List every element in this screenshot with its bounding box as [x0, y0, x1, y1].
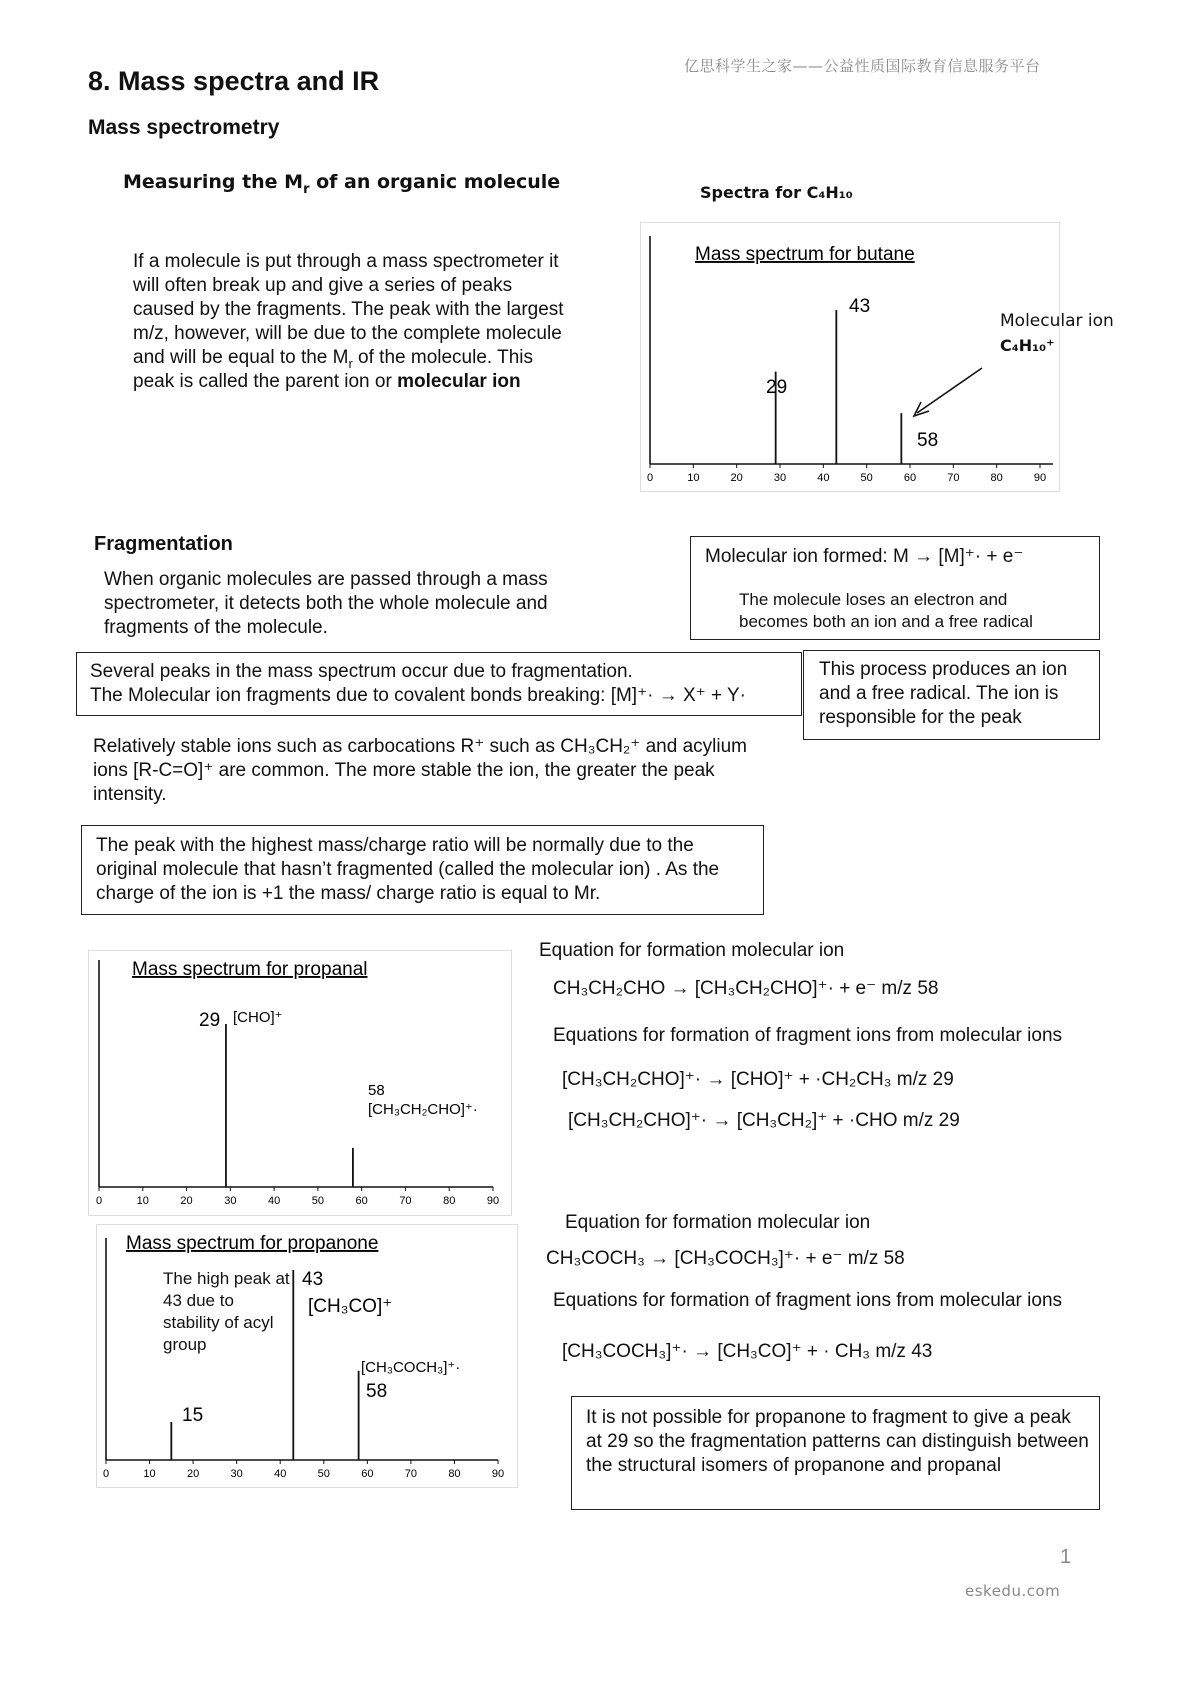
molecular-ion-arrow	[917, 368, 982, 413]
watermark: 亿思科学生之家——公益性质国际教育信息服务平台	[684, 57, 1041, 75]
page-title: 8. Mass spectra and IR	[88, 66, 380, 96]
molecular-ion-equation: Molecular ion formed: M → [M]⁺· + e⁻	[705, 546, 1024, 567]
butane-tick-label-90: 90	[1033, 472, 1047, 484]
propanone-label-15: 15	[182, 1405, 204, 1426]
propanal-tick-label-70: 70	[399, 1195, 412, 1207]
propanone-tick-label-0: 0	[102, 1468, 110, 1480]
propanone-chart-title: Mass spectrum for propanone	[126, 1233, 379, 1254]
propanal-tick-label-40: 40	[267, 1195, 281, 1207]
propanal-tick-label-60: 60	[355, 1195, 368, 1207]
fragmentation-text: When organic molecules are passed through a mass spectrometer, it detects both the whole molecule and fragments of the molecule.	[104, 569, 548, 638]
propanal-chart	[88, 950, 512, 1216]
propanal-tick-label-80: 80	[443, 1195, 456, 1207]
propanal-eq-molecular: CH₃CH₂CHO → [CH₃CH₂CHO]⁺· + e⁻ m/z 58	[553, 978, 939, 999]
isomer-text: It is not possible for propanone to fragment to give a peak at 29 so the fragmentation patterns can distinguish between the structural isomers of propanone and propanal	[586, 1407, 1089, 1476]
process-text: This process produces an ion and a free radical. The ion is responsible for the peak	[819, 659, 1068, 728]
propanone-tick-label-20: 20	[186, 1468, 200, 1480]
propanone-tick-label-80: 80	[448, 1468, 461, 1480]
propanone-frag-heading: Equations for formation of fragment ions from molecular ions	[553, 1290, 1063, 1311]
butane-tick-label-60: 60	[903, 472, 917, 484]
measuring-paragraph: If a molecule is put through a mass spectrometer it will often break up and give a series of peaks caused by the fragments. The peak with the largest m/z, however, will be due to the complete molecule and will be equal to the $M_r$ of the molecule. This peak is called the parent ion or molecular ion	[133, 251, 564, 392]
butane-label-29: 29	[766, 377, 788, 398]
propanone-frag-eq1: [CH₃COCH₃]⁺· → [CH₃CO]⁺ + · CH₃ m/z 43	[562, 1341, 933, 1362]
butane-tick-label-70: 70	[947, 472, 960, 484]
molecular-ion-note: The molecule loses an electron and becomes both an ion and a free radical	[739, 590, 1033, 631]
propanal-frag-eq1: [CH₃CH₂CHO]⁺· → [CHO]⁺ + ·CH₂CH₃ m/z 29	[562, 1069, 954, 1090]
stable-ions-text: Relatively stable ions such as carbocations R⁺ such as CH₃CH₂⁺ and acylium ions [R-C=O]⁺ are common. The more stable the ion, the greater the peak intensity.	[93, 736, 747, 805]
molecular-ion-label: Molecular ion	[1000, 311, 1114, 331]
propanone-chart	[96, 1224, 518, 1488]
propanal-label-29: 29	[199, 1010, 221, 1031]
butane-tick-label-0: 0	[646, 472, 654, 484]
measuring-heading: Measuring the $M_r$ of an organic molecule	[123, 171, 561, 197]
spectra-heading: Spectra for C₄H₁₀	[700, 183, 853, 202]
fragmentation-heading: Fragmentation	[94, 533, 233, 555]
section-title: Mass spectrometry	[88, 116, 280, 139]
highest-peak-text: The peak with the highest mass/charge ratio will be normally due to the original molecule that hasn’t fragmented (called the molecular ion) . As the charge of the ion is +1 the mass/ charge ratio is equal to Mr.	[96, 835, 720, 904]
propanal-eq-heading: Equation for formation molecular ion	[539, 940, 845, 961]
propanone-tick-label-10: 10	[143, 1468, 156, 1480]
butane-label-58: 58	[917, 430, 939, 451]
process-box	[803, 650, 1100, 740]
propanone-label-43: 43	[302, 1269, 324, 1290]
propanal-tick-label-30: 30	[224, 1195, 237, 1207]
butane-tick-label-40: 40	[817, 472, 830, 484]
propanal-frag-heading: Equations for formation of fragment ions from molecular ions	[553, 1025, 1063, 1046]
propanone-tick-label-60: 60	[361, 1468, 374, 1480]
propanal-tick-label-50: 50	[311, 1195, 325, 1207]
propanal-tick-label-90: 90	[486, 1195, 500, 1207]
propanone-tick-label-70: 70	[404, 1468, 418, 1480]
several-peaks-line2: The Molecular ion fragments due to covalent bonds breaking: [M]⁺· → X⁺ + Y·	[90, 685, 747, 706]
molecular-ion-formula: C₄H₁₀⁺	[1000, 336, 1055, 355]
highest-peak-box	[81, 825, 764, 915]
propanal-tick-label-20: 20	[180, 1195, 193, 1207]
butane-chart-title: Mass spectrum for butane	[695, 244, 915, 265]
several-peaks-box	[76, 652, 802, 716]
propanal-tick-label-0: 0	[95, 1195, 103, 1207]
several-peaks-line1: Several peaks in the mass spectrum occur due to fragmentation.	[90, 661, 633, 682]
propanal-frag-eq2: [CH₃CH₂CHO]⁺· → [CH₃CH₂]⁺ + ·CHO m/z 29	[568, 1110, 960, 1131]
propanone-note: The high peak at 43 due to stability of acyl group	[163, 1269, 290, 1354]
molecular-ion-box	[690, 536, 1100, 640]
propanone-label-58-ion: [CH₃COCH₃]⁺·	[361, 1359, 461, 1376]
isomer-box	[571, 1396, 1100, 1510]
propanone-chart-frame	[97, 1225, 518, 1488]
butane-tick-label-80: 80	[990, 472, 1003, 484]
propanone-tick-label-90: 90	[491, 1468, 505, 1480]
butane-tick-label-50: 50	[860, 472, 873, 484]
butane-tick-label-30: 30	[773, 472, 787, 484]
propanal-chart-frame	[89, 951, 512, 1216]
propanone-eq-molecular: CH₃COCH₃ → [CH₃COCH₃]⁺· + e⁻ m/z 58	[546, 1248, 905, 1269]
site-footer: eskedu.com	[965, 1582, 1061, 1600]
propanone-label-ch3co: [CH₃CO]⁺	[308, 1296, 393, 1317]
propanal-label-cho: [CHO]⁺	[233, 1009, 283, 1026]
page-number: 1	[1060, 1546, 1072, 1568]
butane-tick-label-20: 20	[730, 472, 743, 484]
propanone-label-58: 58	[366, 1381, 388, 1402]
butane-label-43: 43	[849, 296, 871, 317]
propanal-tick-label-10: 10	[136, 1195, 149, 1207]
propanone-eq-heading: Equation for formation molecular ion	[565, 1212, 871, 1233]
butane-chart	[640, 222, 1060, 492]
propanal-chart-title: Mass spectrum for propanal	[132, 959, 368, 980]
propanone-tick-label-30: 30	[230, 1468, 243, 1480]
propanone-tick-label-40: 40	[274, 1468, 287, 1480]
propanal-label-58-ion: [CH₃CH₂CHO]⁺·	[368, 1101, 478, 1118]
butane-tick-label-10: 10	[687, 472, 700, 484]
propanone-tick-label-50: 50	[317, 1468, 330, 1480]
propanal-label-58: 58	[368, 1082, 385, 1099]
